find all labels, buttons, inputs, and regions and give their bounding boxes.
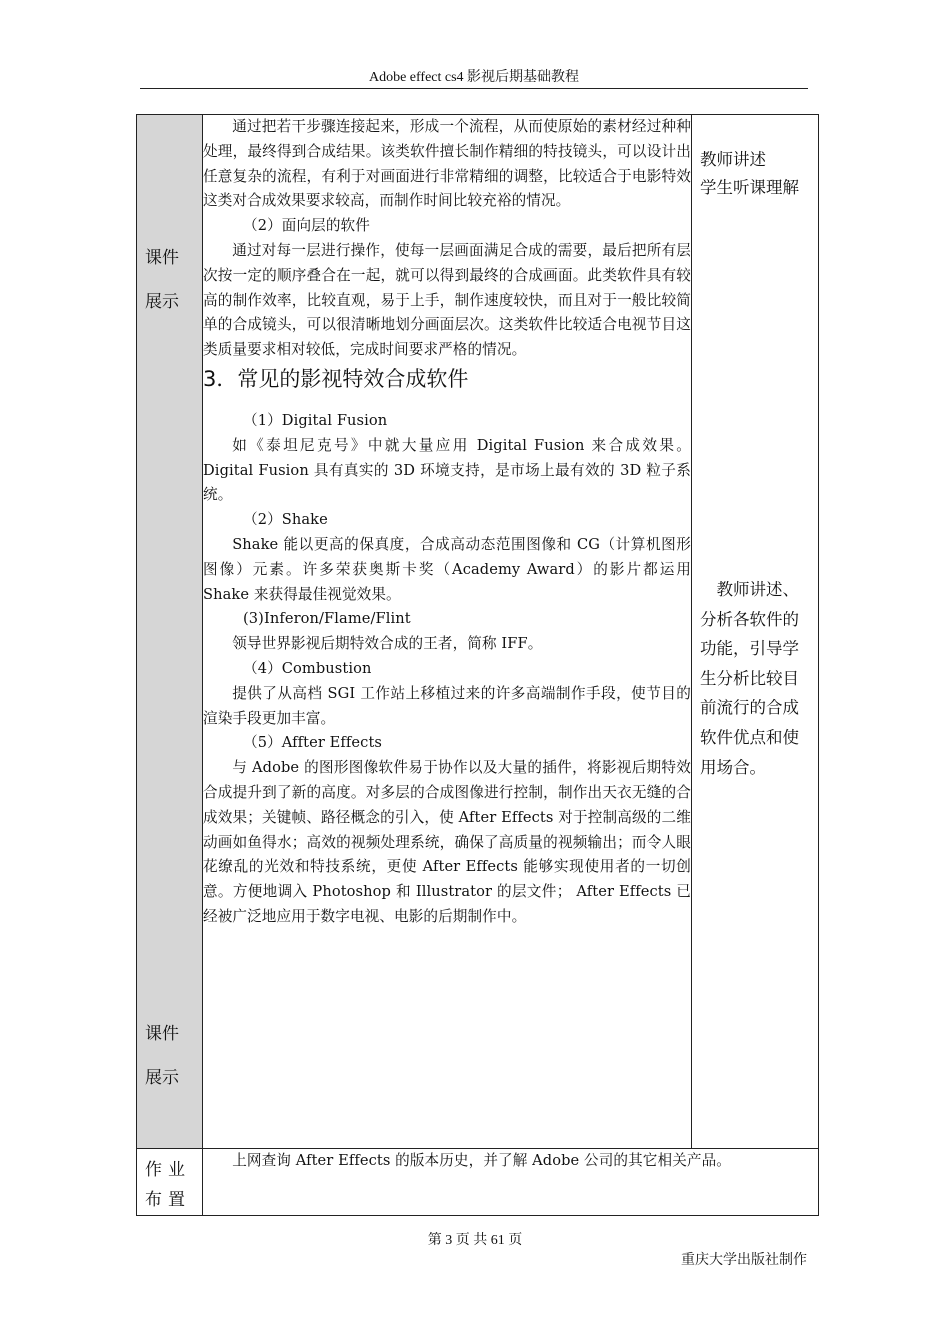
subheading-inferno: (3)Inferon/Flame/Flint	[243, 610, 411, 628]
header-rule	[140, 88, 808, 89]
note-student-listen: 学生听课理解	[700, 178, 799, 197]
paragraph-combustion: 提供了从高档 SGI 工作站上移植过来的许多高端制作手段，使节目的渲染手段更加丰富。	[203, 684, 691, 727]
subheading-after-effects: （5）Affter Effects	[243, 734, 382, 752]
paragraph-after-effects: 与 Adobe 的图形图像软件易于协作以及大量的插件，将影视后期特效合成提升到了新的高度。对多层的合成图像进行控制，制作出天衣无缝的合成效果；关键帧、路径概念的引入，使 After Effects 对于控制高级的二维动画如鱼得水；高效的视频处理系统，确保了高质量的视频输出；而令人眼花缭乱的光效和特技系统，更使 After Effects 能够实现使用者的一切创意。方便地调入 Photoshop 和 Illustrator 的层文件； After Effects 已经被广泛地应用于数字电视、电影的后期制作中。	[203, 759, 691, 925]
homework-text: 上网查询 After Effects 的版本历史，并了解 Adobe 公司的其它相关产品。	[232, 1152, 731, 1169]
courseware-label-cell	[137, 115, 203, 1149]
paragraph-layer-software: 通过对每一层进行操作，使每一层画面满足合成的需要，最后把所有层次按一定的顺序叠合在一起，就可以得到最终的合成画面。此类软件具有较高的制作效率，比较直观，易于上手，制作速度较快，而且对于一般比较简单的合成镜头，可以很清晰地划分画面层次。这类软件比较适合电视节目这类质量要求相对较低，完成时间要求严格的情况。	[203, 241, 691, 359]
subheading-layer-software: （2）面向层的软件	[243, 217, 370, 235]
running-header: Adobe effect cs4 影视后期基础教程	[368, 70, 580, 85]
label-courseware-1: 课件	[145, 248, 179, 268]
label-homework-2: 布置	[145, 1190, 191, 1210]
label-display-2: 展示	[145, 1068, 179, 1088]
section-heading: 3．常见的影视特效合成软件	[203, 366, 469, 391]
subheading-combustion: （4）Combustion	[243, 659, 372, 677]
homework-content	[203, 1149, 819, 1216]
courseware-content	[203, 115, 692, 1149]
homework-row	[137, 1149, 819, 1216]
page-number: 第 3 页 共 61 页	[427, 1233, 523, 1248]
teaching-note-cell	[692, 115, 819, 1149]
label-display-1: 展示	[145, 292, 179, 312]
label-courseware-2: 课件	[145, 1024, 179, 1044]
paragraph-inferno: 领导世界影视后期特效合成的王者，简称 IFF。	[232, 635, 543, 653]
courseware-row	[137, 115, 819, 1149]
paragraph-flow-software: 通过把若干步骤连接起来，形成一个流程，从而使原始的素材经过种种处理，最终得到合成结果。该类软件擅长制作精细的特技镜头，可以设计出任意复杂的流程，有利于对画面进行非常精细的调整，比较适合于电影特效这类对合成效果要求较高，而制作时间比较充裕的情况。	[203, 118, 691, 210]
lesson-table	[136, 114, 819, 1216]
subheading-shake: （2）Shake	[243, 511, 328, 529]
paragraph-digital-fusion: 如《泰坦尼克号》中就大量应用 Digital Fusion 来合成效果。Digital Fusion 具有真实的 3D 环境支持，是市场上最有效的 3D 粒子系统。	[203, 436, 691, 504]
paragraph-shake: Shake 能以更高的保真度，合成高动态范围图像和 CG（计算机图形图像）元素。许多荣获奥斯卡奖（Academy Award）的影片都运用 Shake 来获得最佳视觉效果。	[203, 535, 691, 603]
publisher-credit: 重庆大学出版社制作	[681, 1253, 807, 1268]
subheading-digital-fusion: （1）Digital Fusion	[243, 411, 388, 429]
note-teacher-lecture: 教师讲述	[700, 150, 766, 169]
homework-label-cell	[137, 1149, 203, 1216]
note-teacher-analysis: 教师讲述、分析各软件的功能，引导学生分析比较目前流行的合成软件优点和使用场合。	[700, 580, 799, 777]
label-homework-1: 作业	[145, 1160, 191, 1180]
